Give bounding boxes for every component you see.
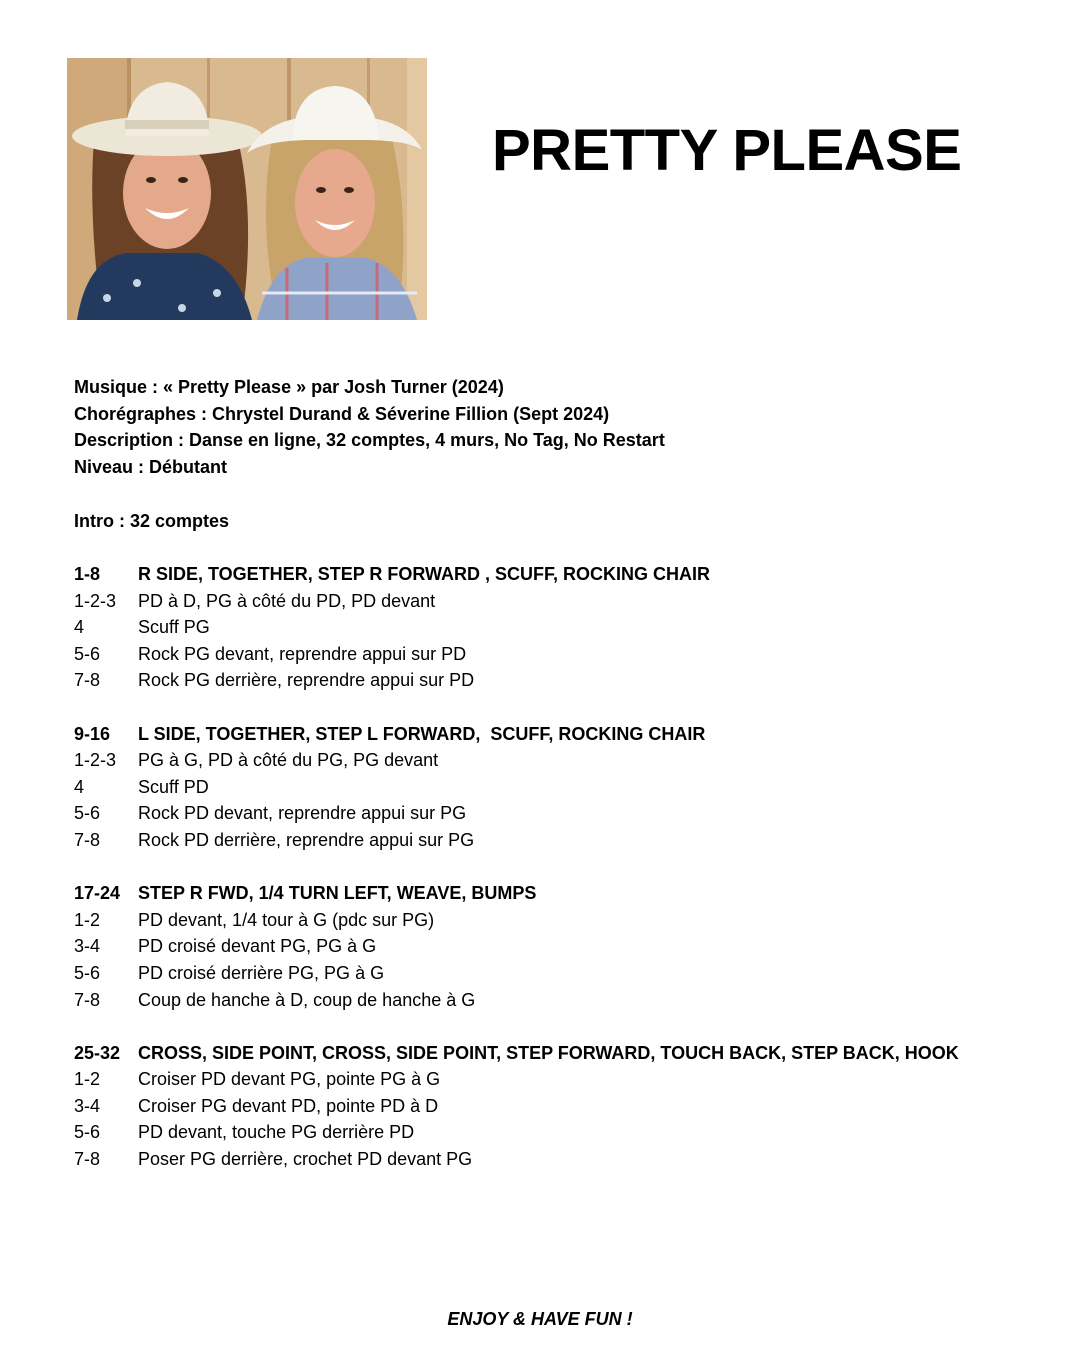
step-text: PD croisé derrière PG, PG à G <box>138 962 385 983</box>
section-9-16 <box>74 721 1054 854</box>
step-row <box>74 667 1054 694</box>
step-row <box>74 1119 1054 1146</box>
step-count: 3-4 <box>74 1095 101 1116</box>
step-count: 1-2-3 <box>74 590 117 611</box>
step-count: 7-8 <box>74 829 101 850</box>
section-17-24 <box>74 880 1054 1013</box>
step-text: PD à D, PG à côté du PD, PD devant <box>138 590 436 611</box>
step-count: 1-2 <box>74 1069 101 1090</box>
step-text: Rock PG devant, reprendre appui sur PD <box>138 643 467 664</box>
step-text: Scuff PD <box>138 776 209 797</box>
step-text: Rock PG derrière, reprendre appui sur PD <box>138 670 475 691</box>
section-counts: 25-32 <box>74 1042 121 1063</box>
section-counts: 1-8 <box>74 564 101 584</box>
step-row <box>74 1146 1054 1173</box>
step-row <box>74 1093 1054 1120</box>
step-row <box>74 800 1054 827</box>
step-count: 1-2-3 <box>74 750 117 771</box>
section-counts: 17-24 <box>74 883 121 904</box>
section-title: R SIDE, TOGETHER, STEP R FORWARD , SCUFF, ROCKING CHAIR <box>138 564 711 584</box>
step-row <box>74 641 1054 668</box>
step-count: 3-4 <box>74 936 101 957</box>
step-text: Scuff PG <box>138 617 210 638</box>
step-count: 5-6 <box>74 803 101 824</box>
section-heading <box>74 1040 1054 1067</box>
step-row <box>74 1066 1054 1093</box>
choreographers-line: Chorégraphes : Chrystel Durand & Séverine Fillion (Sept 2024) <box>74 403 610 424</box>
step-count: 7-8 <box>74 670 101 691</box>
step-row <box>74 907 1054 934</box>
step-sections <box>74 561 1054 1199</box>
step-row <box>74 933 1054 960</box>
step-text: Rock PD derrière, reprendre appui sur PG <box>138 829 475 850</box>
step-row <box>74 827 1054 854</box>
step-text: Rock PD devant, reprendre appui sur PG <box>138 803 467 824</box>
step-text: Poser PG derrière, crochet PD devant PG <box>138 1149 473 1170</box>
photo-two-dancers-cowboy-hats <box>67 58 427 320</box>
dance-info <box>74 374 665 480</box>
footer-message: ENJOY & HAVE FUN ! <box>447 1309 633 1329</box>
step-count: 1-2 <box>74 909 101 930</box>
step-count: 7-8 <box>74 1149 101 1170</box>
step-text: Coup de hanche à D, coup de hanche à G <box>138 989 476 1010</box>
step-count: 4 <box>74 776 85 797</box>
step-row <box>74 960 1054 987</box>
step-text: PD devant, touche PG derrière PD <box>138 1122 415 1143</box>
step-text: PG à G, PD à côté du PG, PG devant <box>138 750 439 771</box>
section-title: CROSS, SIDE POINT, CROSS, SIDE POINT, STEP FORWARD, TOUCH BACK, STEP BACK, HOOK <box>138 1042 959 1063</box>
section-heading <box>74 880 1054 907</box>
step-row <box>74 747 1054 774</box>
description-line: Description : Danse en ligne, 32 comptes, 4 murs, No Tag, No Restart <box>74 430 665 451</box>
step-count: 5-6 <box>74 643 101 664</box>
music-line: Musique : « Pretty Please » par Josh Turner (2024) <box>74 377 504 397</box>
section-heading <box>74 721 1054 748</box>
step-count: 5-6 <box>74 1122 101 1143</box>
step-text: Croiser PG devant PD, pointe PD à D <box>138 1095 439 1116</box>
page-title: PRETTY PLEASE <box>492 118 962 183</box>
step-row <box>74 987 1054 1014</box>
section-25-32 <box>74 1040 1054 1173</box>
step-text: Croiser PD devant PG, pointe PG à G <box>138 1069 441 1090</box>
step-row <box>74 588 1054 615</box>
section-title: STEP R FWD, 1/4 TURN LEFT, WEAVE, BUMPS <box>138 883 537 904</box>
step-row <box>74 774 1054 801</box>
level-line: Niveau : Débutant <box>74 456 228 477</box>
step-text: PD croisé devant PG, PG à G <box>138 936 377 957</box>
step-count: 4 <box>74 617 85 638</box>
step-count: 5-6 <box>74 962 101 983</box>
step-count: 7-8 <box>74 989 101 1010</box>
step-text: PD devant, 1/4 tour à G (pdc sur PG) <box>138 909 435 930</box>
intro-line: Intro : 32 comptes <box>74 511 230 531</box>
section-1-8 <box>74 561 1054 694</box>
section-title: L SIDE, TOGETHER, STEP L FORWARD, SCUFF, ROCKING CHAIR <box>138 723 706 744</box>
section-counts: 9-16 <box>74 723 111 744</box>
step-row <box>74 614 1054 641</box>
section-heading <box>74 561 1054 588</box>
dancers-photo-illustration <box>67 58 427 320</box>
